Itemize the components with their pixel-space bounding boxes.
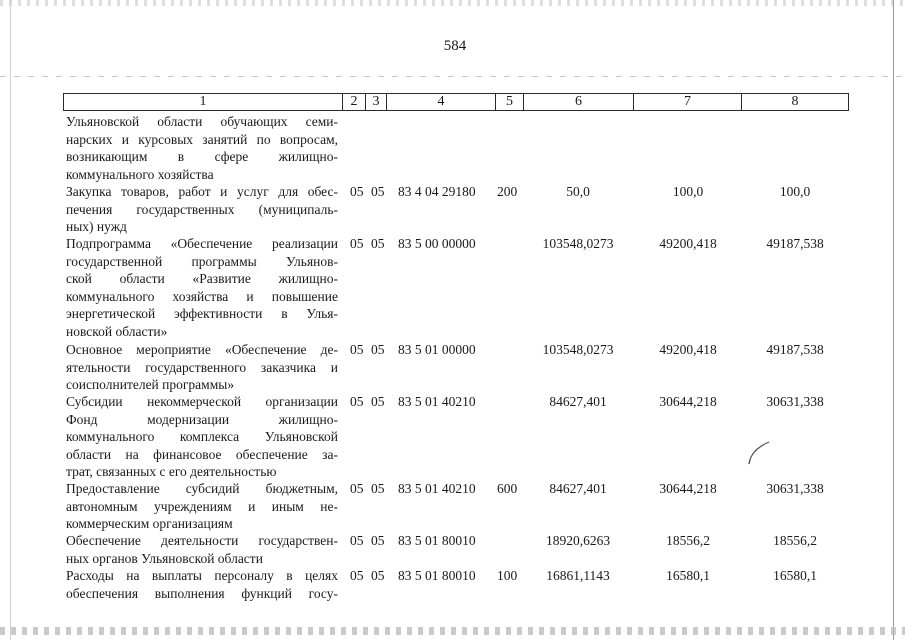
cell-amount-col7: 49200,418	[659, 342, 717, 357]
cell-amount-col7: 100,0	[672, 184, 704, 199]
description-line: коммунального комплекса Ульяновской	[66, 429, 338, 444]
cell-expense-type: 100	[497, 568, 518, 583]
row-description	[66, 183, 338, 236]
description-line: трат, связанных с его деятельностью	[66, 464, 277, 479]
cell-amount-col6: 16861,1143	[546, 568, 610, 583]
description-line: государственной программы Ульянов-	[66, 253, 338, 269]
cell-amount-col7: 18556,2	[666, 533, 710, 548]
header-col-2: 2	[342, 93, 366, 111]
cell-amount-col8: 49187,538	[766, 236, 824, 251]
cell-section: 05	[350, 184, 364, 199]
cell-amount-col8: 30631,338	[766, 481, 824, 496]
row-description	[66, 113, 338, 183]
description-line: печения государственных (муниципаль-	[66, 201, 338, 217]
description-line: Предоставление субсидий бюджетным,	[66, 481, 338, 496]
header-col-4: 4	[386, 93, 496, 111]
description-line: Субсидии некоммерческой организации	[66, 394, 338, 409]
description-line: Расходы на выплаты персоналу в целях	[66, 568, 338, 583]
cell-amount-col6: 18920,6263	[545, 533, 611, 548]
cell-amount-col7: 49200,418	[659, 236, 717, 251]
cell-section: 05	[350, 533, 364, 548]
description-line: Основное мероприятие «Обеспечение де-	[66, 342, 338, 357]
header-col-8: 8	[741, 93, 849, 111]
cell-amount-col6: 103548,0273	[542, 236, 614, 251]
cell-amount-col6: 84627,401	[549, 394, 607, 409]
cell-amount-col8: 18556,2	[773, 533, 817, 548]
description-line: коммунального хозяйства	[66, 166, 214, 182]
description-line: новской области»	[66, 323, 168, 339]
cell-amount-col8: 49187,538	[766, 342, 824, 357]
cell-expense-type: 200	[497, 184, 518, 199]
table-header-row	[63, 93, 849, 111]
cell-target-code: 83 5 00 00000	[398, 236, 476, 251]
description-line: ской области «Развитие жилищно-	[66, 271, 338, 286]
cell-subsection: 05	[371, 394, 385, 409]
description-line: Закупка товаров, работ и услуг для обес-	[66, 184, 338, 199]
row-description	[66, 341, 338, 394]
header-col-7: 7	[633, 93, 742, 111]
cell-target-code: 83 5 01 00000	[398, 342, 476, 357]
cell-section: 05	[350, 236, 364, 251]
cell-expense-type: 600	[497, 481, 518, 496]
cell-amount-col6: 84627,401	[549, 481, 607, 496]
description-line: обеспечения выполнения функций госу-	[66, 585, 338, 601]
row-description	[66, 532, 338, 567]
description-line: возникающим в сфере жилищно-	[66, 149, 338, 164]
cell-amount-col7: 30644,218	[659, 394, 717, 409]
row-description	[66, 393, 338, 481]
description-line: нарских и курсовых занятий по вопросам,	[66, 131, 338, 147]
cell-subsection: 05	[371, 533, 385, 548]
header-col-1: 1	[63, 93, 343, 111]
cell-subsection: 05	[371, 342, 385, 357]
cell-target-code: 83 5 01 40210	[398, 481, 476, 496]
header-col-3: 3	[365, 93, 387, 111]
description-line: автономным учреждениям и иным не-	[66, 498, 338, 514]
page-number: 584	[443, 38, 467, 54]
cell-subsection: 05	[371, 568, 385, 583]
cell-amount-col6: 103548,0273	[542, 342, 614, 357]
cell-amount-col8: 16580,1	[773, 568, 817, 583]
cell-amount-col8: 100,0	[779, 184, 811, 199]
description-line: коммунального хозяйства и повышение	[66, 288, 338, 304]
scan-margin-right	[893, 0, 894, 640]
cell-amount-col7: 16580,1	[666, 568, 710, 583]
cell-amount-col8: 30631,338	[766, 394, 824, 409]
description-line: ных) нужд	[66, 219, 127, 234]
row-description	[66, 480, 338, 533]
cell-section: 05	[350, 568, 364, 583]
row-description	[66, 567, 338, 602]
scan-margin-left	[10, 0, 11, 640]
scan-artifact-bottom	[0, 627, 905, 635]
cell-subsection: 05	[371, 236, 385, 251]
description-line: Фонд модернизации жилищно-	[66, 411, 338, 427]
cell-subsection: 05	[371, 481, 385, 496]
pen-mark	[745, 440, 775, 466]
cell-target-code: 83 5 01 40210	[398, 394, 476, 409]
scan-separator	[0, 76, 905, 77]
cell-target-code: 83 4 04 29180	[398, 184, 476, 199]
row-description	[66, 235, 338, 340]
cell-section: 05	[350, 394, 364, 409]
description-line: Ульяновской области обучающих семи-	[66, 114, 338, 129]
description-line: ятельности государственного заказчика и	[66, 359, 338, 375]
description-line: Обеспечение деятельности государствен-	[66, 533, 338, 548]
cell-target-code: 83 5 01 80010	[398, 568, 476, 583]
description-line: ных органов Ульяновской области	[66, 550, 263, 566]
description-line: коммерческим организациям	[66, 516, 233, 531]
cell-target-code: 83 5 01 80010	[398, 533, 476, 548]
scan-artifact-top	[0, 0, 905, 6]
header-col-5: 5	[495, 93, 524, 111]
cell-amount-col7: 30644,218	[659, 481, 717, 496]
cell-amount-col6: 50,0	[566, 184, 590, 199]
description-line: энергетической эффективности в Улья-	[66, 306, 338, 321]
cell-section: 05	[350, 481, 364, 496]
description-line: соисполнителей программы»	[66, 377, 235, 392]
header-col-6: 6	[523, 93, 634, 111]
cell-section: 05	[350, 342, 364, 357]
description-line: Подпрограмма «Обеспечение реализации	[66, 236, 338, 251]
description-line: области на финансовое обеспечение за-	[66, 446, 338, 462]
cell-subsection: 05	[371, 184, 385, 199]
